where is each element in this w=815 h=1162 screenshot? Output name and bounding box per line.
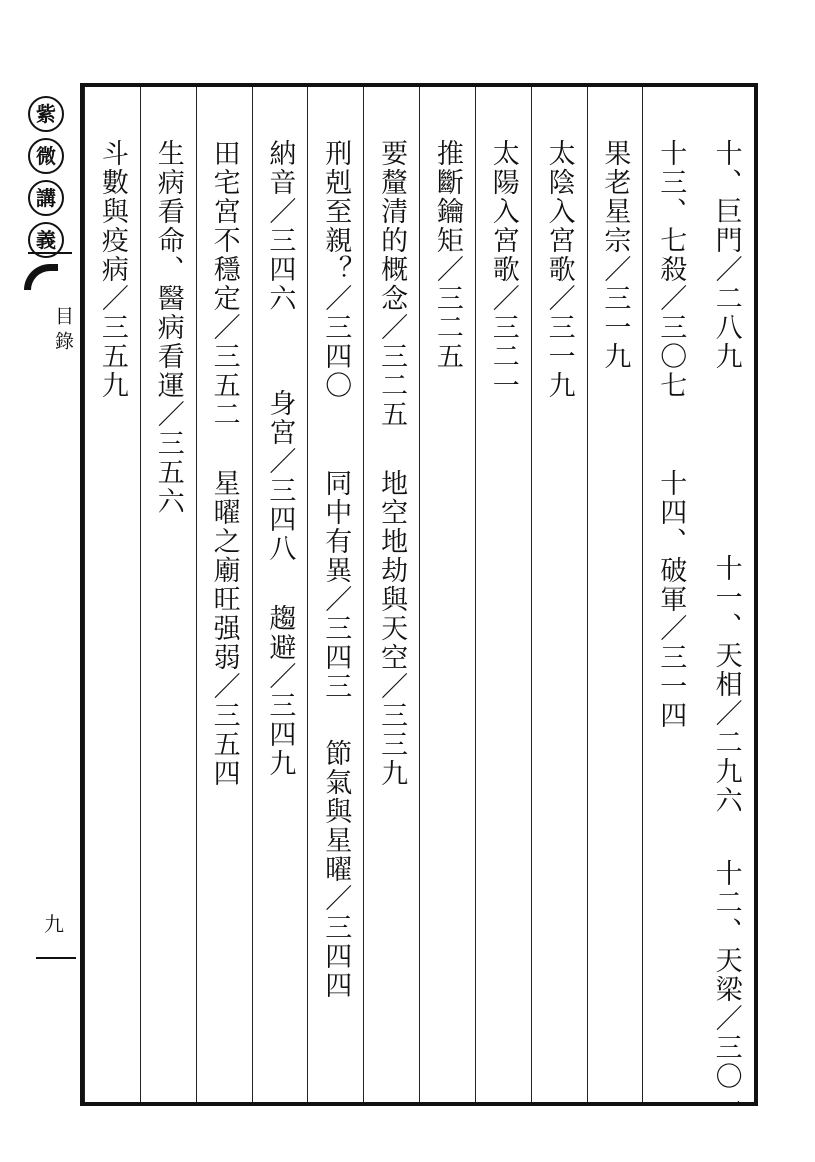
- toc-entry: 十二、天梁／三〇一: [710, 859, 742, 1120]
- toc-entry: 十四、破軍／三一四: [655, 469, 687, 730]
- toc-entry: 刑剋至親？／三四〇: [320, 139, 352, 400]
- toc-entry: 斗數與疫病／三五九: [96, 139, 128, 400]
- toc-column: [698, 87, 754, 1120]
- toc-column: [363, 87, 419, 1102]
- toc-column: [252, 87, 308, 1102]
- toc-column: [642, 87, 698, 1102]
- toc-entry: 身宮／三四八: [264, 389, 296, 563]
- toc-entry: 田宅宮不穩定／三五二: [208, 139, 240, 429]
- page-number-rule: [36, 957, 76, 959]
- toc-entry: 十一、天相／二九六: [710, 554, 742, 815]
- toc-column: [307, 87, 363, 1102]
- toc-entry: 太陽入宮歌／三二一: [487, 139, 519, 400]
- toc-entry: 要釐清的概念／三二五: [376, 139, 408, 429]
- toc-column: [587, 87, 643, 1102]
- toc-frame: [80, 83, 758, 1120]
- toc-column: [84, 87, 140, 1102]
- book-title-char: 講: [28, 180, 64, 216]
- book-title-char: 微: [28, 138, 64, 174]
- toc-entry: 十三、七殺／三〇七: [655, 139, 687, 400]
- book-title-char: 義: [28, 222, 64, 258]
- toc-column: [475, 87, 531, 1102]
- toc-entry: 果老星宗／三一九: [599, 139, 631, 371]
- toc-column: [140, 87, 196, 1102]
- margin-rule: [28, 252, 72, 254]
- page-number: 九: [44, 912, 64, 936]
- toc-column: [531, 87, 587, 1102]
- toc-entry: 推斷鑰矩／三二五: [431, 139, 463, 371]
- book-title: [28, 96, 64, 264]
- toc-entry: 生病看命、醫病看運／三五六: [152, 139, 184, 516]
- toc-entry: 納音／三四六: [264, 139, 296, 313]
- toc-entry: 節氣與星曜／三四四: [320, 739, 352, 1000]
- toc-column: [196, 87, 252, 1102]
- toc-entry: 同中有異／三四三: [320, 469, 352, 701]
- toc-entry: 太陰入宮歌／三一九: [543, 139, 575, 400]
- book-title-char: 紫: [28, 96, 64, 132]
- toc-entry: 十、巨門／二八九: [710, 139, 742, 371]
- toc-entry: 地空地劫與天空／三三九: [376, 469, 408, 788]
- toc-entry: 星曜之廟旺强弱／三五四: [208, 469, 240, 788]
- margin-bracket-ornament: [24, 264, 58, 290]
- section-label: 目錄: [52, 306, 74, 356]
- toc-entry: 趨避／三四九: [264, 604, 296, 778]
- toc-column: [419, 87, 475, 1102]
